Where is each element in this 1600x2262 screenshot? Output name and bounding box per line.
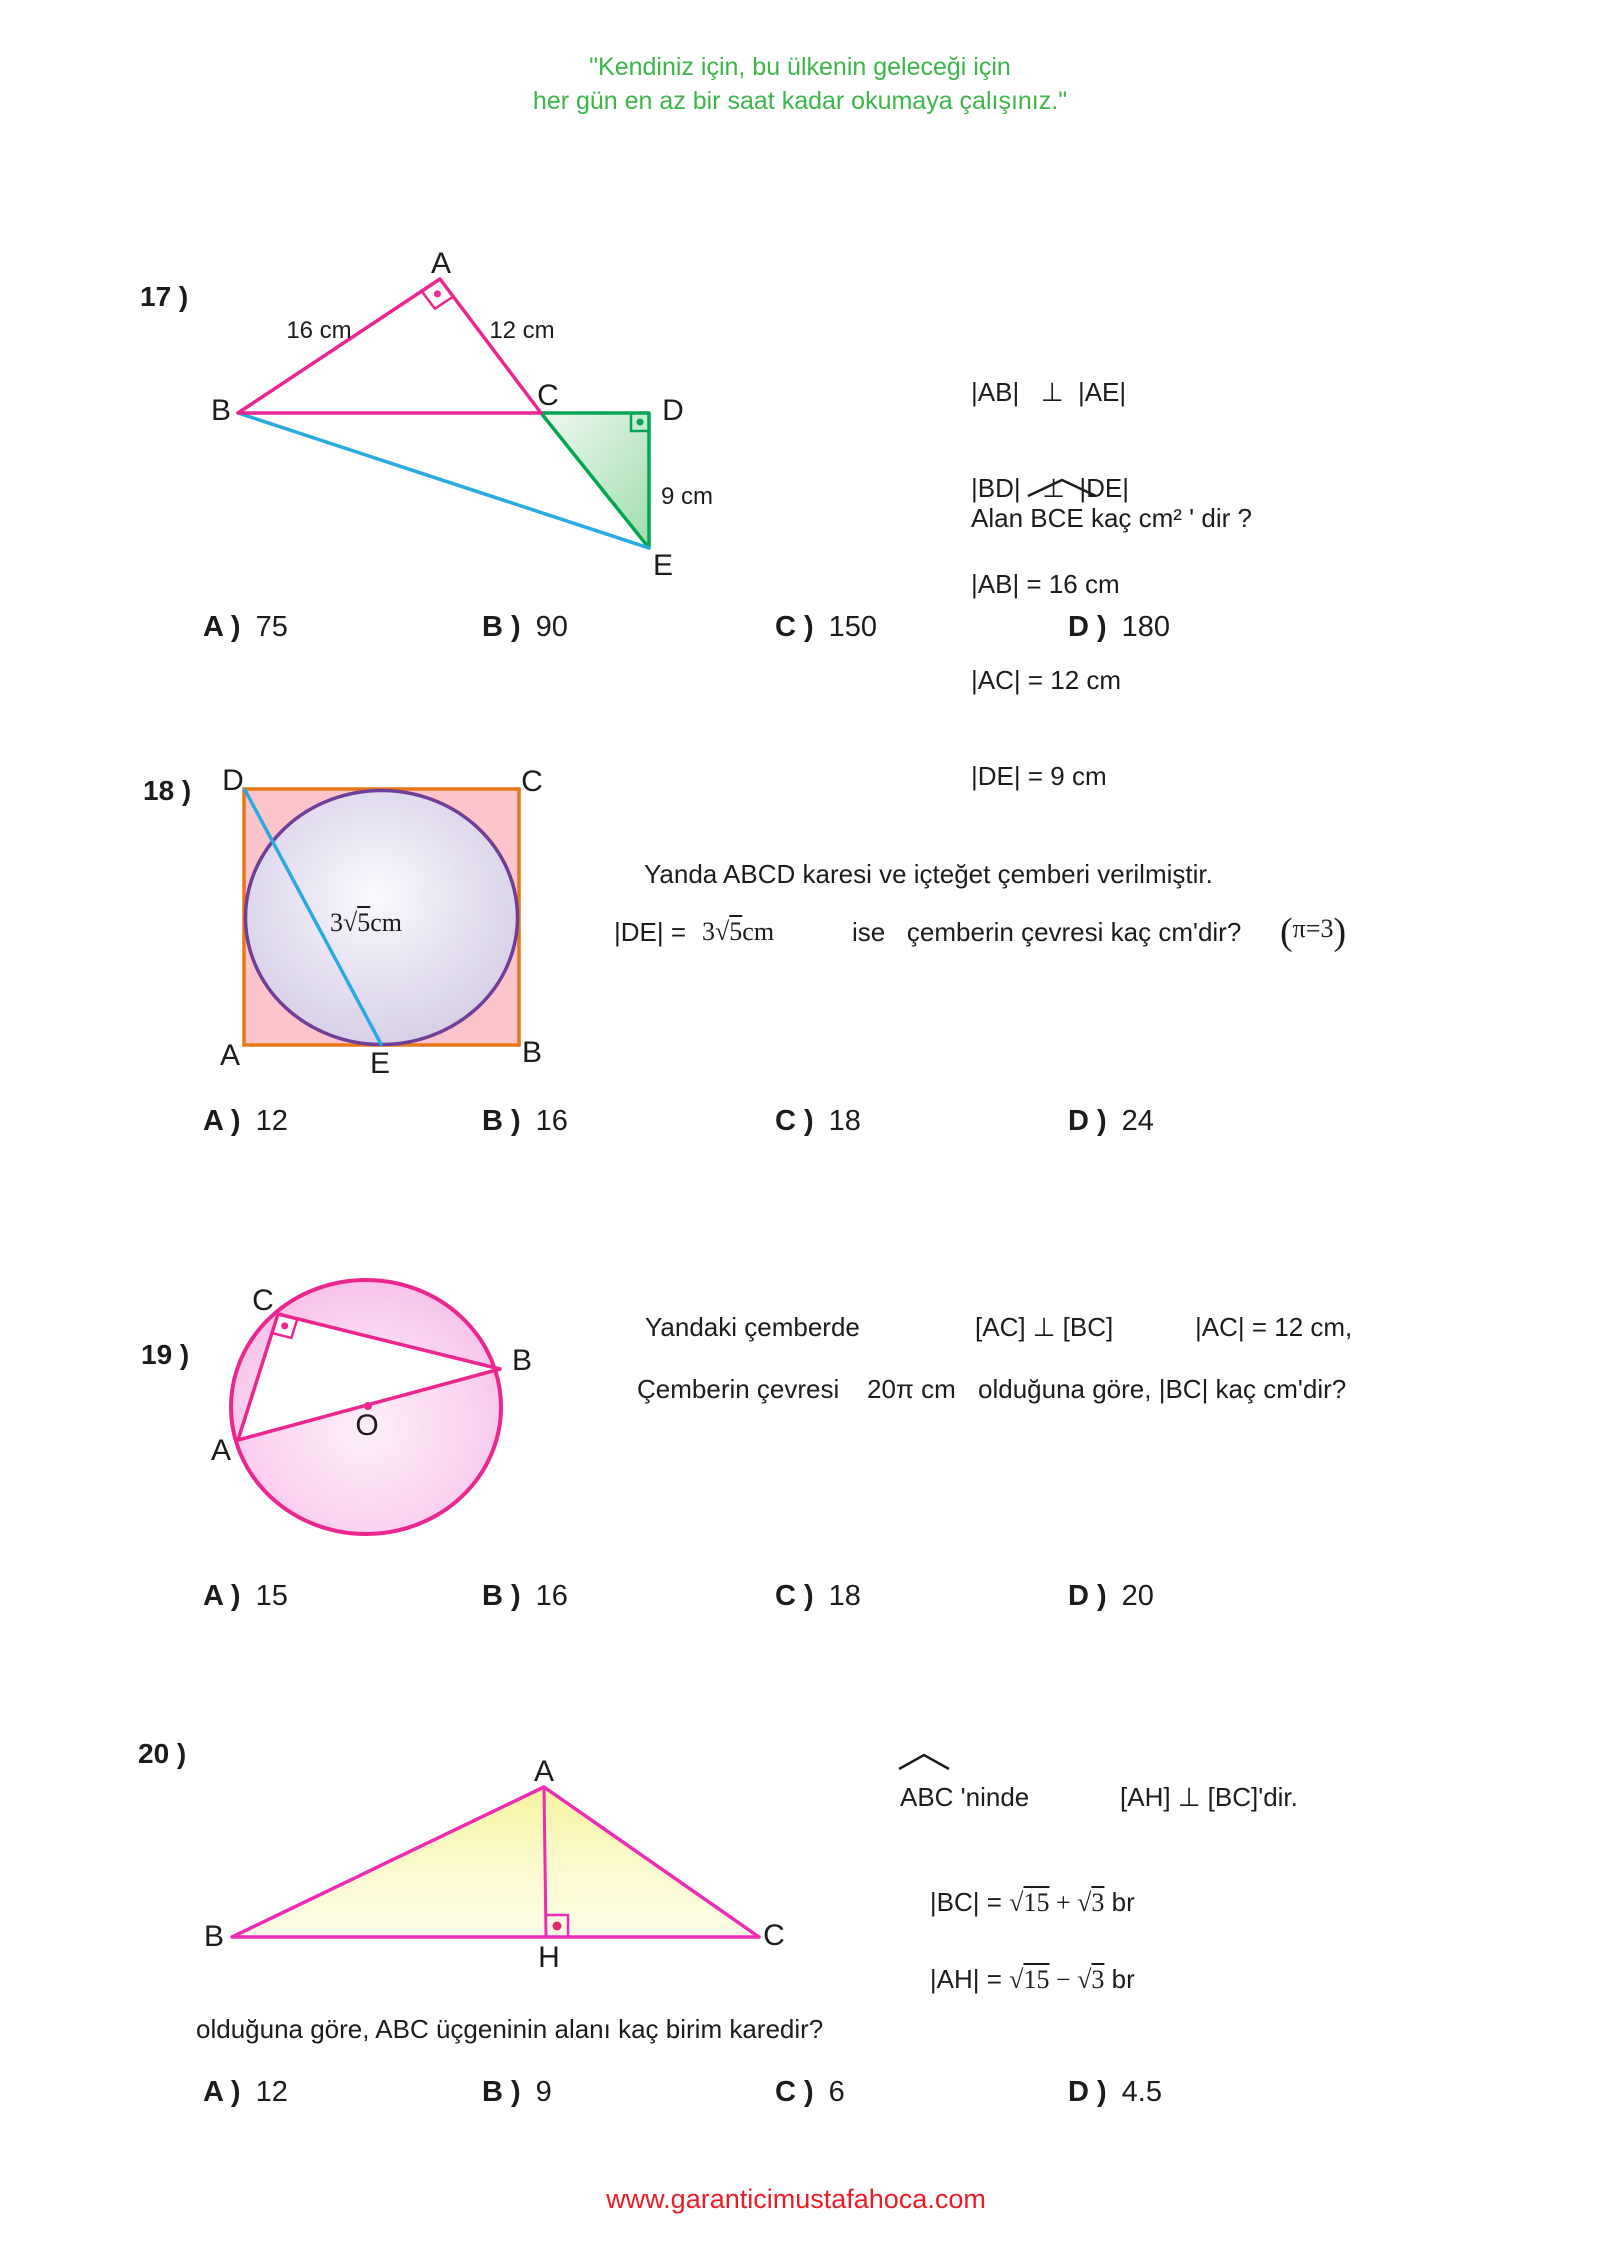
q19-answer-c	[775, 1580, 861, 1612]
triangle-cde	[541, 413, 649, 548]
q20-vertex-a: A	[533, 1755, 555, 1788]
q19-answer-d-value: 20	[1121, 1580, 1154, 1612]
q18-vertex-d: D	[222, 764, 244, 797]
q17-answer-c	[775, 611, 877, 643]
question-18-number: 18 )	[143, 775, 192, 806]
q17-answer-c-letter: C )	[775, 611, 814, 643]
q17-answer-a-value: 75	[255, 611, 288, 643]
q17-answer-b-value: 90	[535, 611, 568, 643]
q20-answer-c	[775, 2076, 845, 2108]
q18-de-lhs: |DE| =	[614, 917, 687, 947]
q18-answer-c-value: 18	[828, 1105, 861, 1137]
q18-answer-d-letter: D )	[1068, 1105, 1107, 1137]
q19-center-o-label: O	[355, 1409, 379, 1442]
q17-vertex-d: D	[662, 394, 684, 427]
q17-answer-c-value: 150	[828, 611, 878, 643]
q19-answer-d	[1068, 1580, 1154, 1612]
q19-answer-b-value: 16	[535, 1580, 568, 1612]
triangle-abc	[238, 279, 541, 413]
q18-de-value: 3√5cm	[702, 917, 775, 946]
q20-bc-rad2: 3	[1091, 1888, 1105, 1917]
question-19-number: 19 )	[141, 1339, 190, 1370]
q20-ah-rad2: 3	[1091, 1965, 1105, 1994]
q20-ah-rad1: 15	[1023, 1965, 1050, 1994]
header-quote-line2: her gün en az bir saat kadar okumaya çalışınız."	[532, 87, 1068, 115]
q18-pi-note	[1280, 910, 1346, 954]
q18-diag-coef: 3	[329, 908, 343, 937]
q20-bc-unit: br	[1104, 1887, 1135, 1917]
header-quote-line1: "Kendiniz için, bu ülkenin geleceği için	[589, 53, 1011, 81]
q18-vertex-b: B	[521, 1036, 543, 1069]
q19-vertex-a: A	[210, 1434, 232, 1467]
q17-vertex-a: A	[430, 247, 452, 280]
q20-bc-lhs: |BC| =	[929, 1887, 1010, 1917]
q20-bc-line: |BC| = √15 + √3 br	[929, 1887, 1135, 1917]
q20-ah-op: −	[1049, 1965, 1078, 1994]
question-20-number: 20 )	[138, 1738, 187, 1769]
q17-answer-a-letter: A )	[203, 611, 241, 643]
q18-answer-a	[203, 1105, 288, 1137]
q18-answer-b-letter: B )	[482, 1105, 521, 1137]
q19-vertex-c: C	[252, 1284, 274, 1317]
q19-text-1a: Yandaki çemberde	[645, 1312, 860, 1342]
q17-answer-a	[203, 611, 288, 643]
q17-vertex-c: C	[537, 379, 559, 412]
q17-statement-3: |AB| = 16 cm	[971, 569, 1120, 599]
q20-answer-d	[1068, 2076, 1162, 2108]
q20-bc-op: +	[1049, 1888, 1078, 1917]
q18-diagonal-length: 3√5cm	[329, 908, 403, 937]
right-angle-c-dot-icon	[281, 1322, 288, 1329]
q20-bottom-text: olduğuna göre, ABC üçgeninin alanı kaç birim karedir?	[196, 2014, 824, 2044]
question-17-figure	[200, 250, 680, 570]
q20-answer-a	[203, 2076, 288, 2108]
q20-answer-b	[482, 2076, 552, 2108]
q18-pi-open-paren: (	[1280, 911, 1293, 953]
q17-answer-b-letter: B )	[482, 611, 521, 643]
q19-answer-a-letter: A )	[203, 1580, 241, 1612]
q20-foot-h: H	[538, 1941, 560, 1974]
q17-length-ac: 12 cm	[489, 317, 555, 344]
triangle-hat-abc-icon	[896, 1752, 952, 1772]
q20-answer-a-value: 12	[255, 2076, 288, 2108]
q20-vertex-c: C	[763, 1919, 785, 1952]
q20-ah-lhs: |AH| =	[929, 1964, 1010, 1994]
q20-answer-a-letter: A )	[203, 2076, 241, 2108]
q17-vertex-e: E	[652, 549, 674, 582]
q19-answer-d-letter: D )	[1068, 1580, 1107, 1612]
q19-answer-c-letter: C )	[775, 1580, 814, 1612]
q18-pi-close-paren: )	[1333, 911, 1347, 953]
q18-answer-d-value: 24	[1121, 1105, 1154, 1137]
question-17-number: 17 )	[140, 281, 189, 312]
triangle-hat-bce-icon	[1024, 476, 1100, 500]
question-20-figure	[225, 1780, 770, 1945]
q18-text-line1: Yanda ABCD karesi ve içteğet çemberi verilmiştir.	[644, 859, 1213, 889]
q17-answer-b	[482, 611, 568, 643]
right-angle-h-dot-icon	[553, 1922, 562, 1931]
q20-answer-b-value: 9	[535, 2076, 552, 2108]
q17-statement-1: |AB| ⊥ |AE|	[971, 377, 1127, 407]
q20-bc-rad1: 15	[1023, 1888, 1050, 1917]
q17-question-text: Alan BCE kaç cm² ' dir ?	[971, 503, 1252, 533]
q17-statement-5: |DE| = 9 cm	[971, 761, 1107, 791]
q19-text-2b: 20π cm	[867, 1374, 956, 1404]
q19-answer-a-value: 15	[255, 1580, 288, 1612]
q19-answer-c-value: 18	[828, 1580, 861, 1612]
q18-answer-b	[482, 1105, 568, 1137]
q18-de-unit: cm	[742, 917, 775, 946]
q17-length-ab: 16 cm	[286, 317, 352, 344]
q18-answer-d	[1068, 1105, 1154, 1137]
right-angle-a-dot-icon	[434, 290, 441, 297]
q19-text-1b: [AC] ⊥ [BC]	[975, 1312, 1114, 1342]
altitude-ah	[544, 1787, 546, 1937]
q20-answer-c-value: 6	[828, 2076, 845, 2108]
q19-answer-b-letter: B )	[482, 1580, 521, 1612]
q19-vertex-b: B	[511, 1344, 533, 1377]
q20-ah-unit: br	[1104, 1964, 1135, 1994]
q17-statement-4: |AC| = 12 cm	[971, 665, 1122, 695]
q18-diag-unit: cm	[370, 908, 403, 937]
q18-de-radicand: 5	[729, 917, 743, 946]
q18-vertex-c: C	[521, 765, 543, 798]
q20-answer-c-letter: C )	[775, 2076, 814, 2108]
q18-de-coef: 3	[702, 917, 715, 946]
q18-diag-radicand: 5	[357, 908, 371, 937]
q18-answer-b-value: 16	[535, 1105, 568, 1137]
q18-vertex-a: A	[219, 1039, 241, 1072]
q18-answer-a-letter: A )	[203, 1105, 241, 1137]
q20-answer-d-letter: D )	[1068, 2076, 1107, 2108]
q20-tri-word: ABC 'ninde	[900, 1782, 1030, 1812]
q19-text-2a: Çemberin çevresi	[637, 1374, 840, 1404]
q18-answer-c-letter: C )	[775, 1105, 814, 1137]
q17-answer-d	[1068, 611, 1170, 643]
q17-statements	[971, 312, 1129, 856]
q17-length-de: 9 cm	[661, 483, 714, 510]
q17-vertex-b: B	[210, 394, 232, 427]
q19-text-1c: |AC| = 12 cm,	[1195, 1312, 1353, 1342]
q18-pi-body: π=3	[1292, 914, 1334, 943]
q20-vertex-b: B	[203, 1920, 225, 1953]
q20-perp-statement: [AH] ⊥ [BC]'dir.	[1120, 1782, 1298, 1812]
q17-answer-d-letter: D )	[1068, 611, 1107, 643]
header-quote	[0, 50, 1600, 118]
right-angle-d-dot-icon	[637, 419, 644, 426]
q19-answer-a	[203, 1580, 288, 1612]
q20-answer-b-letter: B )	[482, 2076, 521, 2108]
q18-answer-c	[775, 1105, 861, 1137]
q19-answer-b	[482, 1580, 568, 1612]
q20-ah-line: |AH| = √15 − √3 br	[929, 1964, 1135, 1994]
q18-vertex-e: E	[369, 1047, 391, 1080]
q17-statement-2: |BD| ⊥ |DE|	[971, 473, 1130, 503]
q20-answer-d-value: 4.5	[1121, 2076, 1162, 2108]
q18-answer-a-value: 12	[255, 1105, 288, 1137]
triangle-abc-q20	[232, 1787, 759, 1937]
q17-answer-d-value: 180	[1121, 611, 1171, 643]
q19-text-2c: olduğuna göre, |BC| kaç cm'dir?	[978, 1374, 1347, 1404]
footer-url[interactable]: www.garanticimustafahoca.com	[606, 2184, 986, 2214]
q18-text-line2: ise çemberin çevresi kaç cm'dir?	[852, 917, 1242, 947]
